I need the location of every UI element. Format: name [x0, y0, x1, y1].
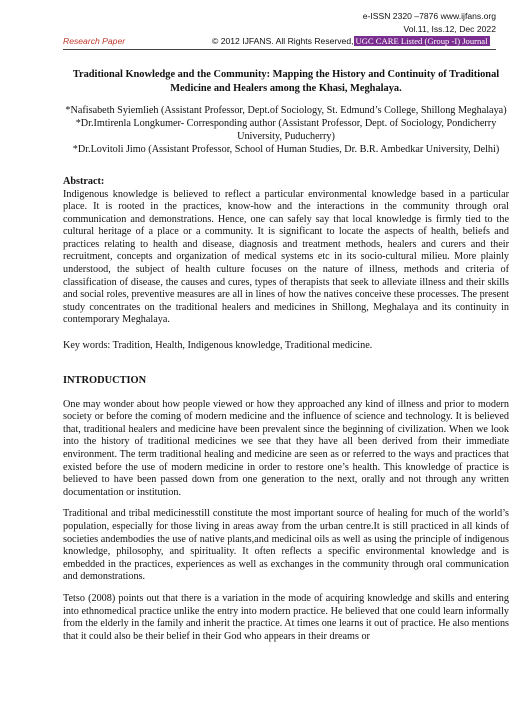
introduction-paragraph: Tetso (2008) points out that there is a variation in the mode of acquiring knowledge and skills and entering into ethnomedical practice unlike the entry into modern practice. He believed that one could learn informally from the elderly in the family and inherit the practice. At times one learns it out of practice. He also mentions that it could also be their belief in their God who appears in their dreams or: [63, 592, 509, 642]
abstract-heading: Abstract:: [63, 176, 105, 187]
issn-line: e-ISSN 2320 –7876 www.ijfans.org: [362, 11, 496, 21]
ugc-care-badge: UGC CARE Listed (Group -I) Journal: [355, 36, 488, 46]
author-entry: *Dr.Imtirenla Longkumer- Corresponding author (Assistant Professor, Dept. of Sociology, Pondicherry University, Puducherry): [75, 118, 497, 142]
volume-line: Vol.11, Iss.12, Dec 2022: [403, 24, 496, 34]
research-paper-label: Research Paper: [63, 36, 126, 46]
author-entry: *Dr.Lovitoli Jimo (Assistant Professor, School of Human Studies, Dr. B.R. Ambedkar University, Delhi): [72, 144, 500, 155]
page-header: [0, 0, 525, 52]
article-title: Traditional Knowledge and the Community: Mapping the History and Continuity of Traditional Medicine and Healers among the Khasi, Meghalaya.: [72, 69, 500, 94]
introduction-paragraph: Traditional and tribal medicinesstill constitute the most important source of healing for much of the world’s population, especially for those living in areas away from the urban centre.It is still practiced in all kinds of societies andembodies the use of native plants,and medicinal oils as well as using the principle of indigenous knowledge, philosophy, and spirituality. It often reflects a specific environmental knowledge and is embedded in the practices, experiences as well as exchanges in the community through oral communication and demonstrations.: [63, 508, 509, 583]
abstract-text: Indigenous knowledge is believed to reflect a particular environmental knowledge based in a particular place. It is rooted in the practices, know-how and the interactions in the community through oral communication and demonstrations. Hence, one can safely say that local knowledge is firmly tied to the cultural heritage of a place or a community. It is significant to locate the aspects of health, beliefs and practices relating to health and disease, diagnosis and treatment methods, healers and curers and their recruitment, concepts and organization of medical systems etc in its socio-cultural milieu. More plainly understood, the subject of health culture focuses on the nature of illness, methods and criteria of classification of disease, the causes and cures, types of therapists that seek to alleviate illness and their skills and social roles, preventive measures are all in lines of how the natives conceive these processes. The present study concentrates on the traditional healers and medicines in Shillong, Meghalaya and its continuity in contemporary Meghalaya.: [63, 188, 509, 326]
keywords-line: Key words: Tradition, Health, Indigenous knowledge, Traditional medicine.: [63, 340, 373, 352]
copyright-line: [212, 36, 490, 47]
introduction-paragraph: One may wonder about how people viewed or how they approached any kind of illness and prior to modern society or before the coming of modern medicine and the influence of science and technology. It is believed that, traditional healers and medicine have been prevalent since the beginning of civilization. When we look into the history of traditional medicines we see that they have all been derived from their immediate environment. The term traditional healing and medicine are seen as or referred to the ways and practices that existed before the use of modern medicine in order to restore one’s health. This knowledge of practice is believed to have been passed down from one generation to the next, orally and not through any written documentation or institution.: [63, 398, 509, 498]
author-list: [63, 104, 509, 156]
copyright-text: © 2012 IJFANS. All Rights Reserved,: [212, 36, 354, 46]
introduction-heading: INTRODUCTION: [63, 374, 147, 386]
author-entry: *Nafisabeth Syiemlieh (Assistant Professor, Dept.of Sociology, St. Edmund’s College, Shillong Meghalaya): [65, 105, 507, 116]
article-body: [63, 68, 509, 643]
header-divider: [63, 49, 496, 50]
